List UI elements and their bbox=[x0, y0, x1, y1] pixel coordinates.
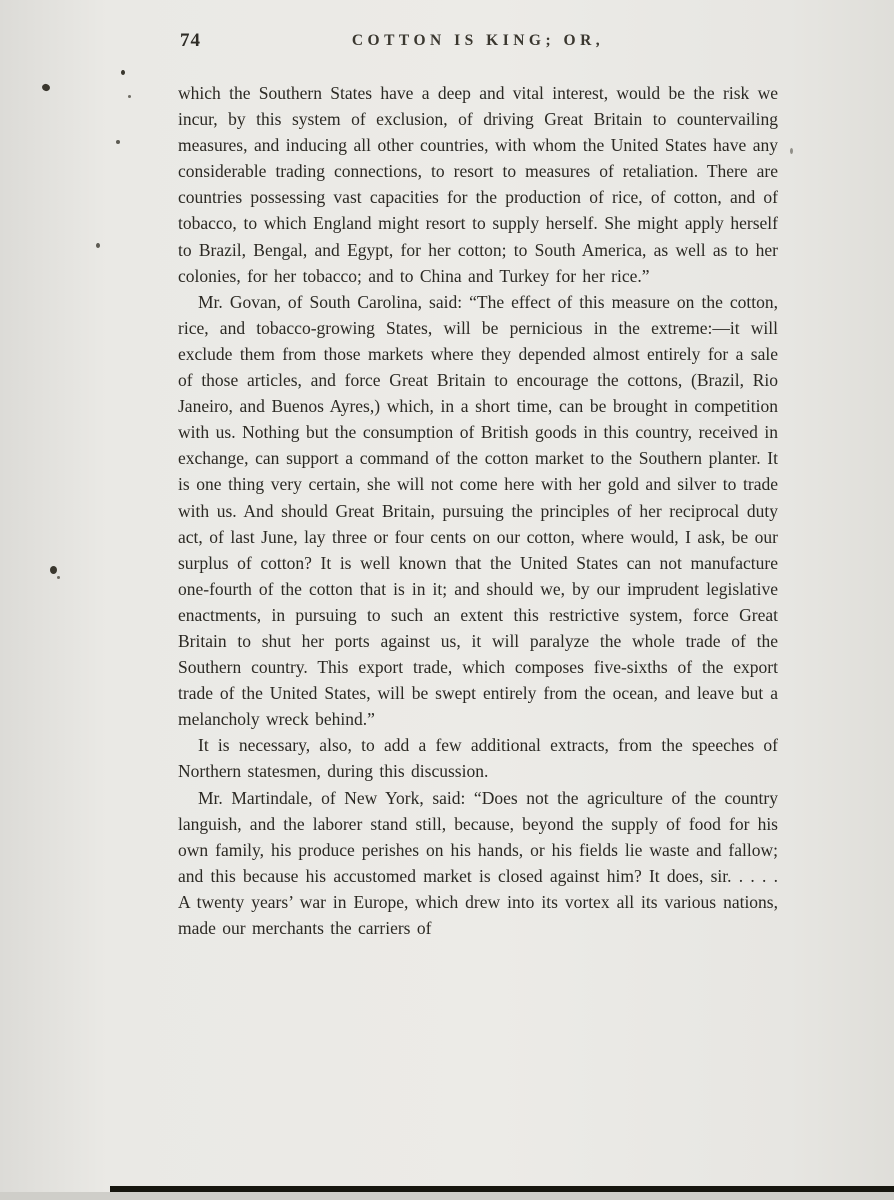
paragraph-transition: It is necessary, also, to add a few additional extracts, from the speeches of Northern statesmen, during this discussion. bbox=[178, 735, 778, 782]
body-text bbox=[178, 80, 778, 941]
scan-edge-rule bbox=[110, 1186, 894, 1192]
page-number: 74 bbox=[180, 30, 201, 51]
scan-speck bbox=[57, 576, 60, 579]
scan-speck bbox=[790, 148, 793, 154]
running-head: COTTON IS KING; OR, bbox=[351, 32, 605, 49]
scan-speck bbox=[128, 95, 131, 98]
scan-speck bbox=[121, 70, 125, 75]
scan-speck bbox=[41, 83, 51, 92]
scan-speck bbox=[116, 140, 120, 144]
paragraph-martindale-quote: Mr. Martindale, of New York, said: “Does not the agriculture of the country languish, and the laborer stand still, because, beyond the supply of food for his own family, his produce perishes on his hands, or his fields lie waste and fallow; and this because his accustomed market is closed against him? It does, sir. . . . . A twenty years’ war in Europe, which drew into its vortex all its various nations, made our merchants the carriers of bbox=[178, 787, 778, 938]
scan-speck bbox=[96, 243, 100, 248]
scan-speck bbox=[50, 566, 57, 574]
page-bottom-shading bbox=[0, 1192, 894, 1200]
paragraph-govan-quote: Mr. Govan, of South Carolina, said: “The effect of this measure on the cotton, rice, and tobacco-growing States, will be pernicious in the extreme:—it will exclude them from those markets where they depended almost entirely for a sale of those articles, and force Great Britain to encourage the cottons, (Brazil, Rio Janeiro, and Buenos Ayres,) which, in a short time, can be brought in competition with us. Nothing but the consumption of British goods in this country, received in exchange, can support a command of the cotton market to the Southern planter. It is one thing very certain, she will not come here with her gold and silver to trade with us. And should Great Britain, pursuing the principles of her reciprocal duty act, of last June, lay three or four cents on our cotton, where would, I ask, be our surplus of cotton? It is well known that the United States can not manufacture one-fourth of the cotton that is in it; and should we, by our imprudent legislative enactments, in pursuing to such an extent this restrictive system, force Great Britain to shut her ports against us, it will paralyze the whole trade of the Southern country. This export trade, which composes five-sixths of the export trade of the United States, will be swept entirely from the ocean, and leave but a melancholy wreck behind.” bbox=[178, 291, 778, 730]
page-header bbox=[178, 30, 778, 56]
paragraph-continuation: which the Southern States have a deep and vital interest, would be the risk we incur, by this system of exclusion, of driving Great Britain to countervailing measures, and inducing all other countries, with whom the United States have any considerable trading connections, to resort to measures of retaliation. There are countries possessing vast capacities for the production of rice, of cotton, and of tobacco, to which England might resort to supply herself. She might apply herself to Brazil, Bengal, and Egypt, for her cotton; to South America, as well as to her colonies, for her tobacco; and to China and Turkey for her rice.” bbox=[178, 83, 778, 286]
